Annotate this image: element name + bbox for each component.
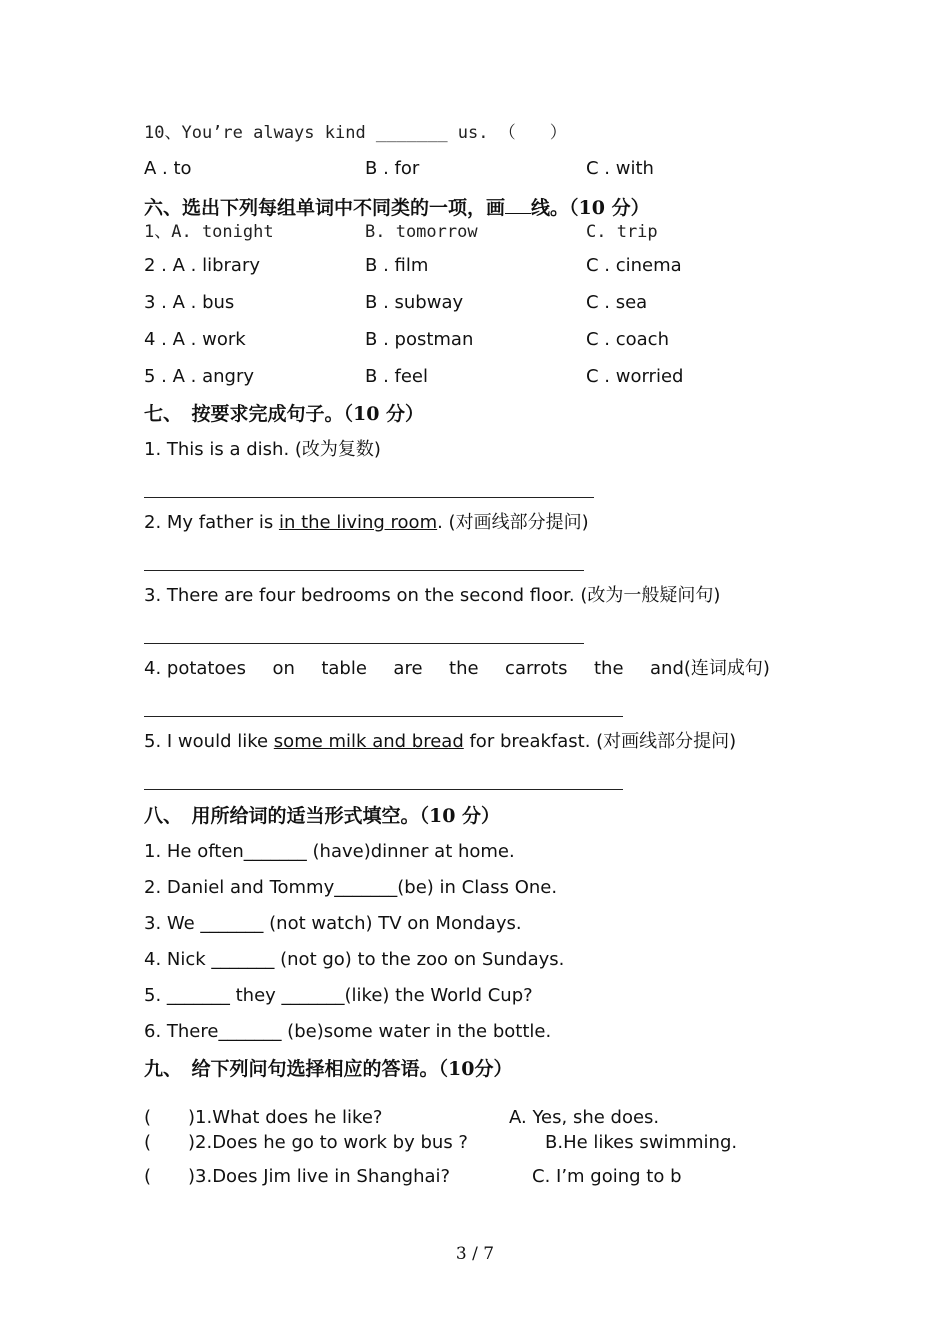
row-2-option-b: B . film	[365, 255, 429, 276]
answer-line-1[interactable]	[144, 497, 594, 498]
word: the	[449, 658, 479, 679]
s8-item-4: 4. Nick _______ (not go) to the zoo on Sundays.	[144, 949, 565, 970]
row-3-option-b: B . subway	[365, 292, 464, 313]
page-number: 3 / 7	[455, 1244, 495, 1264]
row-2-option-c: C . cinema	[586, 255, 682, 276]
row-1-option-a: 1、A. tonight	[144, 222, 274, 242]
section-6-row-2	[144, 255, 844, 277]
word: are	[393, 658, 423, 679]
row-1-option-b: B. tomorrow	[365, 222, 478, 242]
word: 4. potatoes	[144, 658, 246, 679]
row-4-option-b: B . postman	[365, 329, 474, 350]
answer-line-5[interactable]	[144, 789, 623, 790]
row-2-option-a: 2 . A . library	[144, 255, 261, 276]
word: and(连词成句)	[650, 658, 770, 679]
s9-blank-3[interactable]: (	[144, 1166, 152, 1187]
row-4-option-a: 4 . A . work	[144, 329, 246, 350]
answer-line-2[interactable]	[144, 570, 584, 571]
word: on	[272, 658, 295, 679]
question-10-options	[144, 158, 844, 180]
word: carrots	[505, 658, 568, 679]
row-3-option-c: C . sea	[586, 292, 648, 313]
s8-item-2: 2. Daniel and Tommy_______(be) in Class One.	[144, 877, 558, 898]
s7-question-4	[144, 658, 770, 680]
s9-answer-b: B.He likes swimming.	[545, 1132, 738, 1153]
row-4-option-c: C . coach	[586, 329, 669, 350]
word: table	[321, 658, 367, 679]
question-10: 10、You’re always kind _______ us. （ ）	[144, 123, 567, 143]
s9-question-2: )2.Does he go to work by bus ?	[188, 1132, 468, 1153]
word: the	[594, 658, 624, 679]
section-6-row-4	[144, 329, 844, 351]
option-c: C . with	[586, 158, 654, 179]
section-6-row-5	[144, 366, 844, 388]
section-6-heading: 六、选出下列每组单词中不同类的一项，画 线。（10 分）	[144, 197, 650, 219]
s7-question-3: 3. There are four bedrooms on the second floor. (改为一般疑问句)	[144, 585, 721, 606]
s9-answer-a: A. Yes, she does.	[509, 1107, 660, 1128]
row-1-option-c: C. trip	[586, 222, 658, 242]
s7-question-2: 2. My father is in the living room. (对画线部分提问)	[144, 512, 589, 533]
s9-question-1: )1.What does he like?	[188, 1107, 383, 1128]
row-3-option-a: 3 . A . bus	[144, 292, 235, 313]
section-6-row-3	[144, 292, 844, 314]
row-5-option-a: 5 . A . angry	[144, 366, 255, 387]
option-a: A . to	[144, 158, 192, 179]
answer-line-4[interactable]	[144, 716, 623, 717]
s8-item-3: 3. We _______ (not watch) TV on Mondays.	[144, 913, 522, 934]
section-7-heading: 七、 按要求完成句子。（10 分）	[144, 403, 425, 425]
s9-answer-c: C. I’m going to b	[532, 1166, 682, 1187]
s7-question-1: 1. This is a dish. (改为复数)	[144, 439, 381, 460]
row-5-option-b: B . feel	[365, 366, 428, 387]
s8-item-6: 6. There_______ (be)some water in the bottle.	[144, 1021, 552, 1042]
answer-line-3[interactable]	[144, 643, 584, 644]
s8-item-5: 5. _______ they _______(like) the World Cup?	[144, 985, 533, 1006]
section-6-row-1	[144, 221, 844, 243]
row-5-option-c: C . worried	[586, 366, 684, 387]
option-b: B . for	[365, 158, 420, 179]
s8-item-1: 1. He often_______ (have)dinner at home.	[144, 841, 515, 862]
section-8-heading: 八、 用所给词的适当形式填空。（10 分）	[144, 805, 501, 827]
s9-blank-2[interactable]: (	[144, 1132, 152, 1153]
section-9-heading: 九、 给下列问句选择相应的答语。（10分）	[144, 1058, 513, 1080]
s7-question-5: 5. I would like some milk and bread for breakfast. (对画线部分提问)	[144, 731, 737, 752]
s9-blank-1[interactable]: (	[144, 1107, 152, 1128]
s9-question-3: )3.Does Jim live in Shanghai?	[188, 1166, 451, 1187]
